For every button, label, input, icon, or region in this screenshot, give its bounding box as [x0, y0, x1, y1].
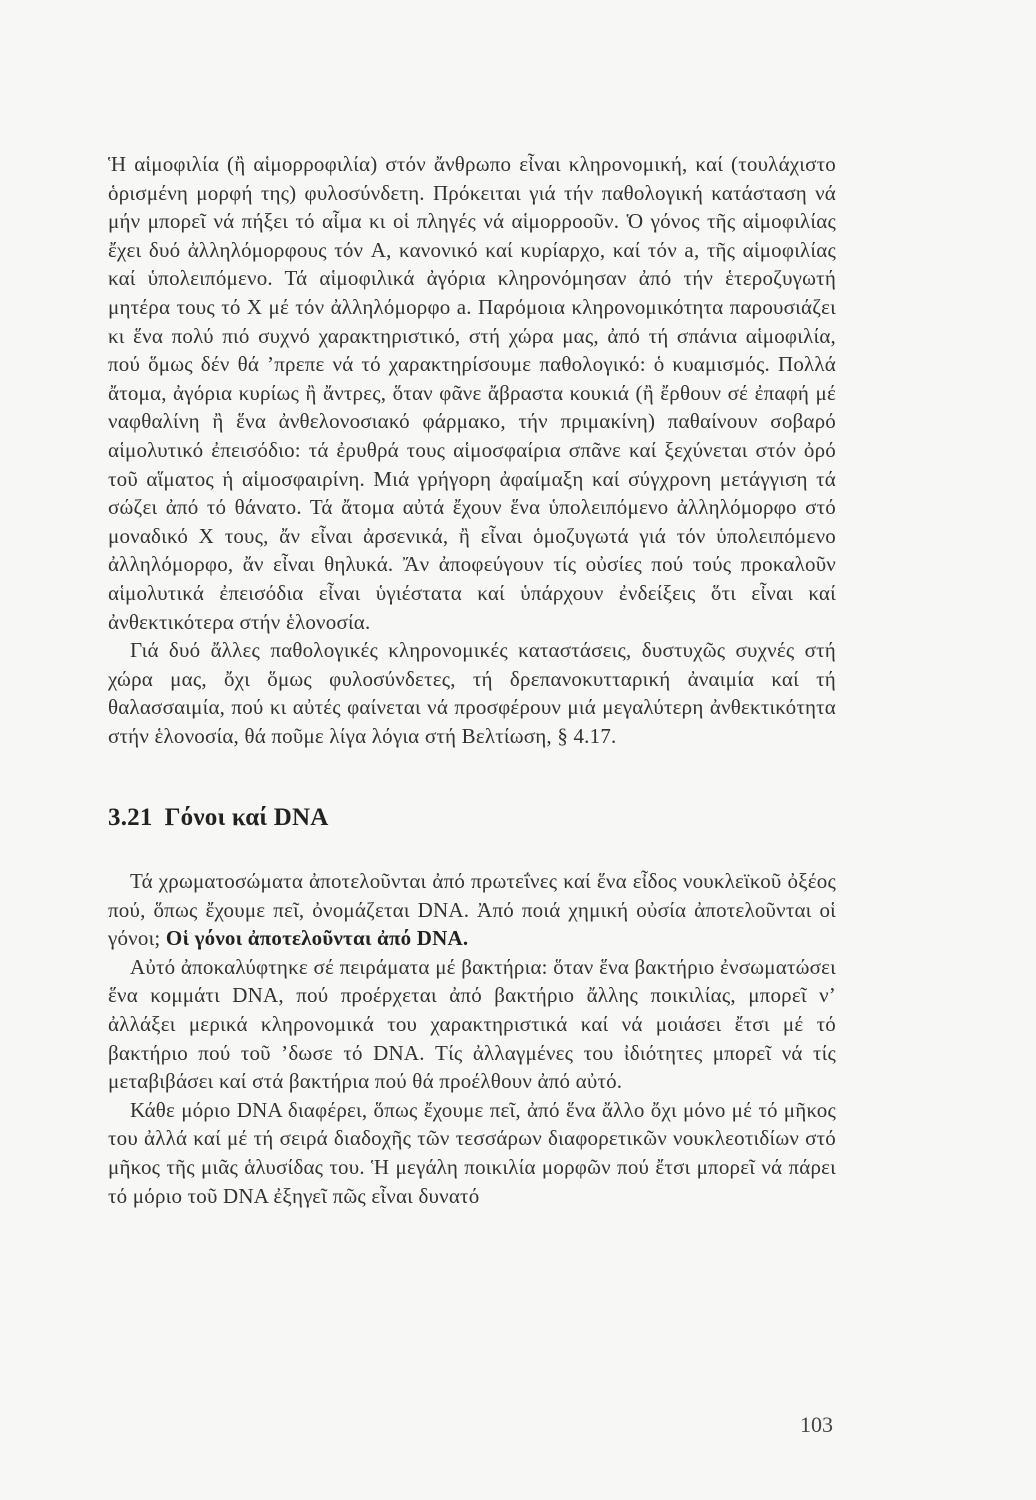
paragraph-bacteria: Αὐτό ἀποκαλύφτηκε σέ πειράματα μέ βακτήρια: ὅταν ἕνα βακτήριο ἐνσωματώσει ἕνα κομμάτι DNA, πού προέρχεται ἀπό βακτήριο ἄλλης ποικιλίας, μπορεῖ ν’ ἀλλάξει μερικά κληρονομικά του χαρακτηριστικά καί νά μοιάσει ἔτσι μέ τό βακτήριο πού τοῦ ’δωσε τό DNA. Τίς ἀλλαγμένες του ἰδιότητες μπορεῖ νά τίς μεταβιβάσει καί στά βακτήρια πού θά προέλθουν ἀπό αὐτό.: [108, 954, 836, 1094]
paragraph-chromosomes-bold: Οἱ γόνοι ἀποτελοῦνται ἀπό DNA.: [165, 926, 469, 951]
page-number: 103: [800, 1412, 833, 1437]
paragraph-hemophilia: Ἡ αἱμοφιλία (ἢ αἱμορροφιλία) στόν ἄνθρωπο εἶναι κληρονομική, καί (τουλάχιστο ὁρισμένη μορφή της) φυλοσύνδετη. Πρόκειται γιά τήν παθολογική κατάσταση νά μήν μπορεῖ νά πήξει τό αἷμα κι οἱ πληγές νά αἱμορροοῦν. Ὁ γόνος τῆς αἱμοφιλίας ἔχει δυό ἀλληλόμορφους τόν A, κανονικό καί κυρίαρχο, καί τόν a, τῆς αἱμοφιλίας καί ὑπολειπόμενο. Τά αἱμοφιλικά ἀγόρια κληρονόμησαν ἀπό τήν ἑτεροζυγωτή μητέρα τους τό X μέ τόν ἀλληλόμορφο a. Παρόμοια κληρονομικότητα παρουσιάζει κι ἕνα πολύ πιό συχνό χαρακτηριστικό, στή χώρα μας, ἀπό τή σπάνια αἱμοφιλία, πού ὅμως δέν θά ’πρεπε νά τό χαρακτηρίσουμε παθολογικό: ὁ κυαμισμός. Πολλά ἄτομα, ἀγόρια κυρίως ἢ ἄντρες, ὅταν φᾶνε ἄβραστα κουκιά (ἢ ἔρθουν σέ ἐπαφή μέ ναφθαλίνη ἢ ἕνα ἀνθελονοσιακό φάρμακο, τήν πριμακίνη) παθαίνουν σοβαρό αἱμολυτικό ἐπεισόδιο: τά ἐρυθρά τους αἱμοσφαίρια σπᾶνε καί ξεχύνεται στόν ὀρό τοῦ αἵματος ἡ αἱμοσφαιρίνη. Μιά γρήγορη ἀφαίμαξη καί σύγχρονη μετάγγιση τά σώζει ἀπό τό θάνατο. Τά ἄτομα αὐτά ἔχουν ἕνα ὑπολειπόμενο ἀλληλόμορφο στό μοναδικό X τους, ἄν εἶναι ἀρσενικά, ἢ εἶναι ὁμοζυγωτά γιά τόν ὑπολειπόμενο ἀλληλόμορφο, ἄν εἶναι θηλυκά. Ἄν ἀποφεύγουν τίς οὐσίες πού τούς προκαλοῦν αἱμολυτικά ἐπεισόδια εἶναι ὑγιέστατα καί ὑπάρχουν ἐνδείξεις ὅτι εἶναι καί ἀνθεκτικότερα στήν ἑλονοσία.: [108, 152, 836, 634]
paragraph-chromosomes-text: Τά χρωματοσώματα ἀποτελοῦνται ἀπό πρωτεΐνες καί ἕνα εἶδος νουκλεϊκοῦ ὀξέος πού, ὅπως ἔχουμε πεῖ, ὀνομάζεται DNA. Ἀπό ποιά χημική οὐσία ἀποτελοῦνται οἱ γόνοι;: [108, 869, 836, 951]
paragraph-other-conditions: Γιά δυό ἄλλες παθολογικές κληρονομικές καταστάσεις, δυστυχῶς συχνές στή χώρα μας, ὄχι ὅμως φυλοσύνδετες, τή δρεπανοκυτταρική ἀναιμία καί τή θαλασσαιμία, πού κι αὐτές φαίνεται νά προσφέρουν μιά μεγαλύτερη ἀνθεκτικότητα στήν ἑλονοσία, θά ποῦμε λίγα λόγια στή Βελτίωση, § 4.17.: [108, 638, 836, 748]
section-heading: [108, 804, 836, 833]
section-number: 3.21: [108, 804, 153, 832]
paragraph-dna-molecule: Κάθε μόριο DNA διαφέρει, ὅπως ἔχουμε πεῖ, ἀπό ἕνα ἄλλο ὄχι μόνο μέ τό μῆκος του ἀλλά καί μέ τή σειρά διαδοχῆς τῶν τεσσάρων διαφορετικῶν νουκλεοτιδίων στό μῆκος τῆς μιᾶς ἁλυσίδας του. Ἡ μεγάλη ποικιλία μορφῶν πού ἔτσι μπορεῖ νά πάρει τό μόριο τοῦ DNA ἐξηγεῖ πῶς εἶναι δυνατό: [108, 1097, 836, 1208]
page-body: [108, 150, 836, 1210]
paragraph-chromosomes: [108, 867, 836, 953]
section-title: Γόνοι καί DNA: [164, 804, 329, 832]
